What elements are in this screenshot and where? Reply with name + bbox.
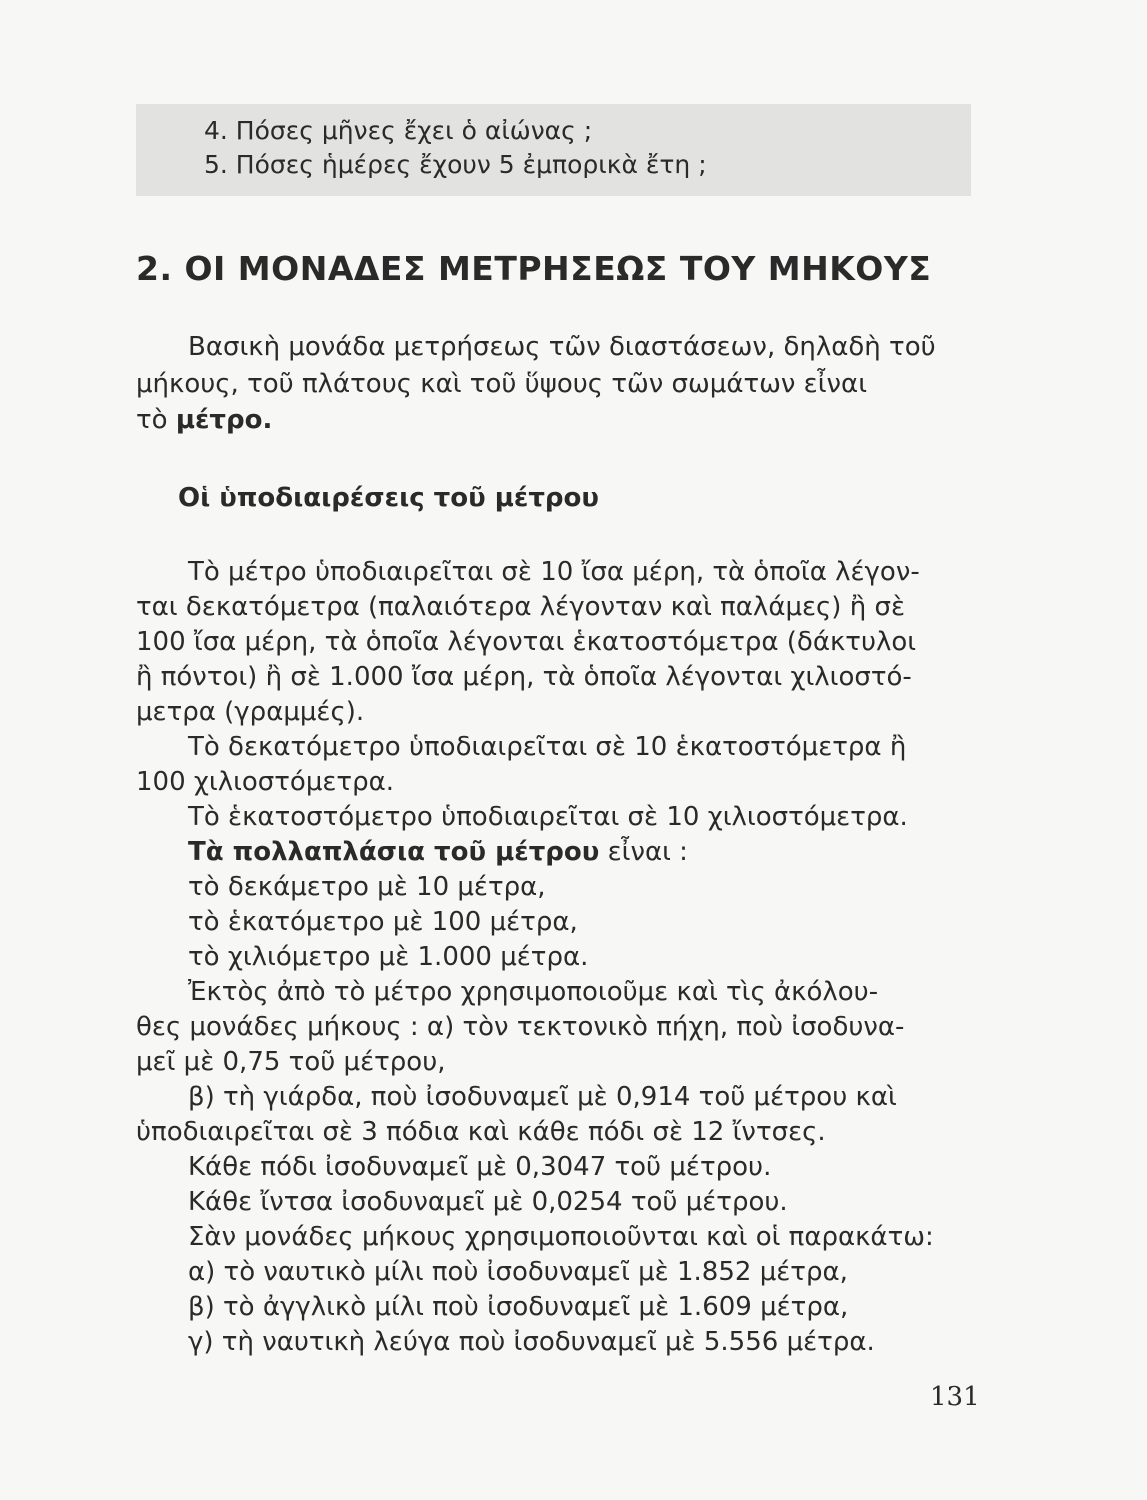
body-line: ται δεκατόμετρα (παλαιότερα λέγονταν καὶ παλάμες) ἢ σὲ — [136, 592, 905, 622]
multiples-heading-rest: εἶναι : — [599, 837, 688, 867]
body-line: Σὰν μονάδες μήκους χρησιμοποιοῦνται καὶ οἱ παρακάτω: — [188, 1222, 934, 1252]
multiples-heading: Τὰ πολλαπλάσια τοῦ μέτρου — [188, 837, 600, 867]
body-line: Τὸ ἑκατοστόμετρο ὑποδιαιρεῖται σὲ 10 χιλιοστόμετρα. — [188, 802, 908, 832]
section-title: 2. ΟΙ ΜΟΝΑΔΕΣ ΜΕΤΡΗΣΕΩΣ ΤΟΥ ΜΗΚΟΥΣ — [136, 249, 932, 288]
list-item: β) τὸ ἀγγλικὸ μίλι ποὺ ἰσοδυναμεῖ μὲ 1.609 μέτρα, — [188, 1292, 849, 1322]
list-item: γ) τὴ ναυτικὴ λεύγα ποὺ ἰσοδυναμεῖ μὲ 5.556 μέτρα. — [188, 1327, 875, 1357]
list-item: τὸ δεκάμετρο μὲ 10 μέτρα, — [188, 872, 546, 902]
body-line: 100 ἴσα μέρη, τὰ ὁποῖα λέγονται ἑκατοστόμετρα (δάκτυλοι — [136, 627, 917, 657]
list-item: τὸ ἑκατόμετρο μὲ 100 μέτρα, — [188, 907, 578, 937]
body-line: Τὸ δεκατόμετρο ὑποδιαιρεῖται σὲ 10 ἑκατοστόμετρα ἢ — [188, 732, 907, 762]
multiples-heading-line — [188, 836, 688, 868]
metre-term: μέτρο. — [175, 405, 273, 435]
body-line: Κάθε ἴντσα ἰσοδυναμεῖ μὲ 0,0254 τοῦ μέτρου. — [188, 1187, 788, 1217]
subsection-title: Οἱ ὑποδιαιρέσεις τοῦ μέτρου — [178, 483, 599, 513]
exercise-question-4: 4. Πόσες μῆνες ἔχει ὁ αἰώνας ; — [204, 116, 593, 145]
exercise-question-5: 5. Πόσες ἡμέρες ἔχουν 5 ἐμπορικὰ ἔτη ; — [204, 150, 707, 179]
list-item: τὸ χιλιόμετρο μὲ 1.000 μέτρα. — [188, 942, 589, 972]
page-number: 131 — [930, 1382, 980, 1412]
body-line: μεῖ μὲ 0,75 τοῦ μέτρου, — [136, 1047, 446, 1077]
body-line: Κάθε πόδι ἰσοδυναμεῖ μὲ 0,3047 τοῦ μέτρου. — [188, 1152, 772, 1182]
intro-line-2: μήκους, τοῦ πλάτους καὶ τοῦ ὕψους τῶν σωμάτων εἶναι — [136, 369, 867, 399]
body-line: ἢ πόντοι) ἢ σὲ 1.000 ἴσα μέρη, τὰ ὁποῖα λέγονται χιλιοστό- — [136, 662, 912, 692]
body-line: Ἐκτὸς ἀπὸ τὸ μέτρο χρησιμοποιοῦμε καὶ τὶς ἀκόλου- — [188, 977, 879, 1007]
body-line: Τὸ μέτρο ὑποδιαιρεῖται σὲ 10 ἴσα μέρη, τὰ ὁποῖα λέγον- — [188, 557, 920, 587]
body-line: ὑποδιαιρεῖται σὲ 3 πόδια καὶ κάθε πόδι σὲ 12 ἴντσες. — [136, 1117, 826, 1147]
body-line: 100 χιλιοστόμετρα. — [136, 767, 394, 797]
intro-line-3-text: τὸ — [136, 405, 176, 435]
body-line: β) τὴ γιάρδα, ποὺ ἰσοδυναμεῖ μὲ 0,914 τοῦ μέτρου καὶ — [188, 1082, 897, 1112]
intro-line-1: Βασικὴ μονάδα μετρήσεως τῶν διαστάσεων, δηλαδὴ τοῦ — [188, 332, 936, 362]
intro-line-3 — [136, 404, 272, 436]
body-line: μετρα (γραμμές). — [136, 697, 365, 727]
list-item: α) τὸ ναυτικὸ μίλι ποὺ ἰσοδυναμεῖ μὲ 1.852 μέτρα, — [188, 1257, 848, 1287]
body-line: θες μονάδες μήκους : α) τὸν τεκτονικὸ πήχη, ποὺ ἰσοδυνα- — [136, 1012, 905, 1042]
